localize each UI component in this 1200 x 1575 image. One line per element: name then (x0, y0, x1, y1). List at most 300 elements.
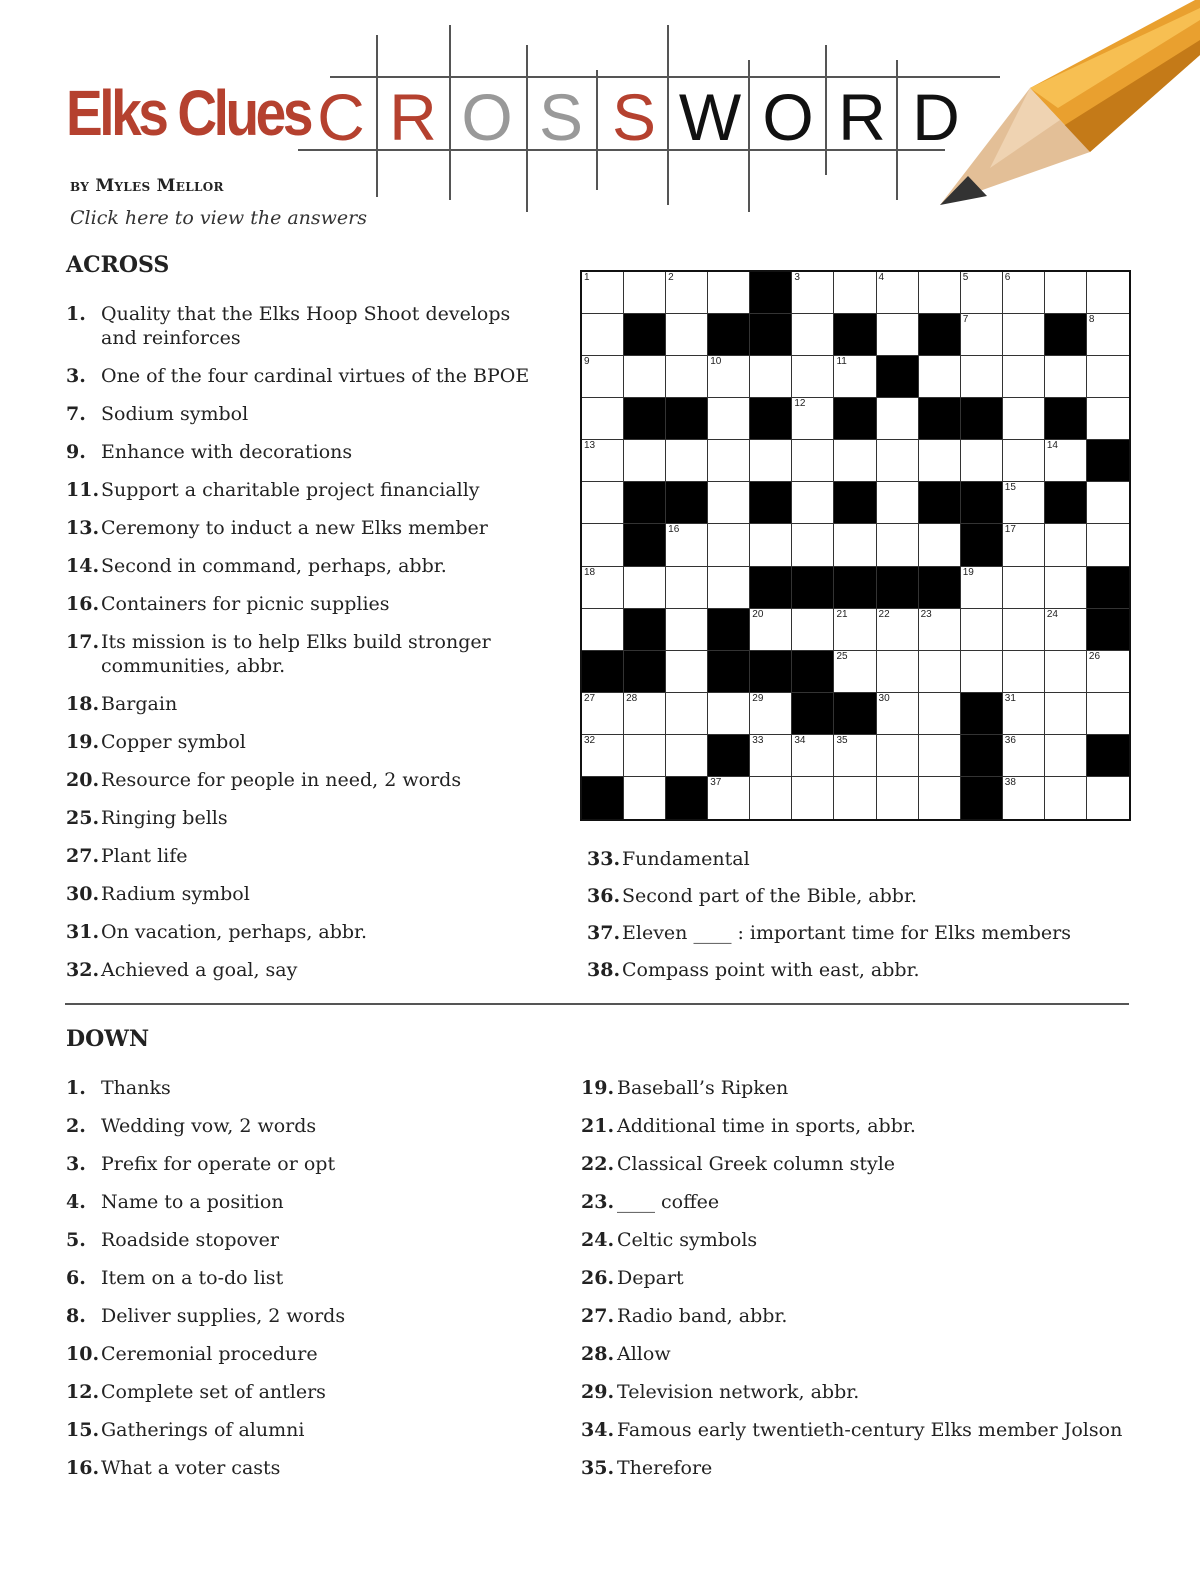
grid-cell[interactable] (1003, 440, 1045, 482)
grid-cell[interactable] (708, 777, 750, 819)
grid-cell[interactable] (666, 567, 708, 609)
grid-cell[interactable] (1003, 482, 1045, 524)
cell-number: 16 (668, 524, 680, 536)
grid-cell[interactable] (834, 609, 876, 651)
crossword-title-letter: O (762, 80, 814, 154)
grid-cell[interactable] (877, 482, 919, 524)
grid-cell[interactable] (961, 567, 1003, 609)
grid-cell[interactable] (919, 609, 961, 651)
grid-block-cell (624, 651, 666, 693)
clue-text: Ringing bells (101, 807, 228, 829)
down-heading: DOWN (66, 1026, 150, 1052)
grid-block-cell (750, 398, 792, 440)
grid-cell[interactable] (961, 440, 1003, 482)
clue-text: Deliver supplies, 2 words (101, 1305, 346, 1327)
grid-block-cell (961, 482, 1003, 524)
grid-cell[interactable] (961, 356, 1003, 398)
cell-number: 14 (1046, 440, 1058, 452)
crossword-title-letter: O (461, 80, 513, 154)
grid-block-cell (961, 777, 1003, 819)
grid-block-cell (877, 567, 919, 609)
cell-number: 17 (1004, 524, 1016, 536)
grid-cell[interactable] (834, 440, 876, 482)
clue-item (66, 1342, 345, 1366)
cell-number: 29 (752, 692, 764, 704)
grid-cell[interactable] (792, 314, 834, 356)
grid-cell[interactable] (708, 440, 750, 482)
clue-text: Additional time in sports, abbr. (617, 1115, 916, 1137)
crossword-grid[interactable] (580, 270, 1131, 821)
grid-cell[interactable] (624, 693, 666, 735)
grid-cell[interactable] (624, 735, 666, 777)
grid-cell[interactable] (750, 777, 792, 819)
clue-item (66, 402, 541, 426)
clue-number: 22. (581, 1153, 615, 1175)
grid-cell[interactable] (1003, 693, 1045, 735)
clue-text: Celtic symbols (617, 1229, 758, 1251)
cell-number: 21 (836, 608, 848, 620)
clue-item (581, 1152, 1122, 1176)
clue-number: 10. (66, 1343, 100, 1365)
grid-cell[interactable] (1045, 356, 1087, 398)
grid-cell[interactable] (708, 693, 750, 735)
grid-block-cell (1045, 482, 1087, 524)
grid-cell[interactable] (1087, 693, 1129, 735)
grid-cell[interactable] (666, 651, 708, 693)
grid-cell[interactable] (877, 440, 919, 482)
cell-number: 34 (794, 734, 806, 746)
grid-block-cell (919, 398, 961, 440)
grid-block-cell (961, 398, 1003, 440)
grid-cell[interactable] (582, 524, 624, 566)
cell-number: 24 (1046, 608, 1058, 620)
grid-cell[interactable] (834, 272, 876, 314)
clue-item (66, 1076, 345, 1100)
grid-cell[interactable] (919, 440, 961, 482)
clue-number: 34. (581, 1419, 615, 1441)
grid-cell[interactable] (1045, 272, 1087, 314)
clue-number: 21. (581, 1115, 615, 1137)
grid-block-cell (624, 609, 666, 651)
grid-cell[interactable] (1087, 777, 1129, 819)
grid-cell[interactable] (919, 272, 961, 314)
clue-item (66, 730, 541, 754)
grid-block-cell (919, 482, 961, 524)
cell-number: 35 (836, 734, 848, 746)
grid-cell[interactable] (834, 651, 876, 693)
cell-number: 38 (1004, 776, 1016, 788)
clue-number: 5. (66, 1229, 86, 1251)
grid-block-cell (750, 482, 792, 524)
grid-block-cell (792, 567, 834, 609)
grid-cell[interactable] (1087, 482, 1129, 524)
clue-text: Roadside stopover (101, 1229, 279, 1251)
clue-number: 9. (66, 441, 86, 463)
grid-cell[interactable] (1003, 609, 1045, 651)
cell-number: 27 (584, 692, 596, 704)
clue-text: Item on a to-do list (101, 1267, 284, 1289)
clue-item (66, 882, 541, 906)
grid-cell[interactable] (877, 524, 919, 566)
clue-item (66, 1456, 345, 1480)
grid-block-cell (1045, 314, 1087, 356)
grid-block-cell (961, 524, 1003, 566)
clue-number: 28. (581, 1343, 615, 1365)
grid-block-cell (1087, 440, 1129, 482)
grid-cell[interactable] (666, 524, 708, 566)
grid-cell[interactable] (1003, 272, 1045, 314)
cell-number: 15 (1004, 482, 1016, 494)
clue-item (66, 768, 541, 792)
grid-cell[interactable] (708, 356, 750, 398)
cell-number: 36 (1004, 734, 1016, 746)
clue-item (66, 1418, 345, 1442)
grid-block-cell (919, 567, 961, 609)
section-divider (65, 1003, 1129, 1005)
byline: by Myles Mellor (70, 176, 224, 196)
grid-cell[interactable] (1003, 398, 1045, 440)
clue-item (66, 364, 541, 388)
grid-cell[interactable] (582, 609, 624, 651)
grid-cell[interactable] (1045, 735, 1087, 777)
cell-number: 6 (1004, 272, 1011, 283)
cell-number: 33 (752, 734, 764, 746)
grid-cell[interactable] (877, 735, 919, 777)
clue-item (66, 1114, 345, 1138)
grid-cell[interactable] (1045, 609, 1087, 651)
cell-number: 28 (626, 692, 638, 704)
clue-text: Therefore (617, 1457, 713, 1479)
cell-number: 32 (584, 734, 596, 746)
clue-text: Plant life (101, 845, 188, 867)
grid-cell[interactable] (582, 693, 624, 735)
clue-number: 13. (66, 517, 100, 539)
clue-item (66, 958, 541, 982)
clue-item (66, 806, 541, 830)
grid-cell[interactable] (708, 272, 750, 314)
clue-number: 4. (66, 1191, 86, 1213)
grid-cell[interactable] (1087, 356, 1129, 398)
grid-cell[interactable] (1045, 440, 1087, 482)
grid-cell[interactable] (834, 524, 876, 566)
clue-item (66, 1266, 345, 1290)
cell-number: 4 (878, 272, 885, 283)
clue-number: 31. (66, 921, 100, 943)
clue-item (66, 844, 541, 868)
grid-cell[interactable] (1087, 398, 1129, 440)
clue-number: 36. (587, 885, 621, 907)
down-clues-list (66, 1076, 345, 1494)
clue-number: 30. (66, 883, 100, 905)
view-answers-link[interactable]: Click here to view the answers (70, 207, 368, 229)
clue-number: 1. (66, 1077, 86, 1099)
clue-number: 19. (581, 1077, 615, 1099)
grid-cell[interactable] (1045, 777, 1087, 819)
clue-number: 16. (66, 593, 100, 615)
grid-cell[interactable] (1045, 524, 1087, 566)
grid-cell[interactable] (582, 272, 624, 314)
grid-cell[interactable] (792, 356, 834, 398)
grid-cell[interactable] (1003, 777, 1045, 819)
clue-text: Sodium symbol (101, 403, 249, 425)
grid-cell[interactable] (792, 272, 834, 314)
clue-number: 18. (66, 693, 100, 715)
grid-cell[interactable] (708, 482, 750, 524)
grid-cell[interactable] (582, 356, 624, 398)
grid-block-cell (708, 735, 750, 777)
clue-text: Bargain (101, 693, 178, 715)
grid-cell[interactable] (877, 272, 919, 314)
clue-number: 16. (66, 1457, 100, 1479)
clue-text: Gatherings of alumni (101, 1419, 305, 1441)
grid-cell[interactable] (750, 693, 792, 735)
grid-cell[interactable] (666, 735, 708, 777)
grid-cell[interactable] (792, 777, 834, 819)
grid-cell[interactable] (877, 398, 919, 440)
clue-item (66, 1152, 345, 1176)
clue-text: Compass point with east, abbr. (622, 959, 920, 981)
grid-cell[interactable] (919, 356, 961, 398)
grid-cell[interactable] (582, 567, 624, 609)
grid-block-cell (624, 398, 666, 440)
clue-number: 32. (66, 959, 100, 981)
grid-cell[interactable] (834, 777, 876, 819)
clue-item (66, 692, 541, 716)
clue-item (581, 1456, 1122, 1480)
grid-block-cell (624, 482, 666, 524)
grid-cell[interactable] (1087, 524, 1129, 566)
grid-cell[interactable] (919, 693, 961, 735)
clue-item (66, 554, 541, 578)
grid-block-cell (708, 651, 750, 693)
clue-item (581, 1342, 1122, 1366)
grid-cell[interactable] (582, 482, 624, 524)
clue-number: 17. (66, 631, 100, 653)
grid-block-cell (582, 777, 624, 819)
grid-block-cell (750, 314, 792, 356)
grid-cell[interactable] (1087, 272, 1129, 314)
clue-text: Television network, abbr. (617, 1381, 860, 1403)
crossword-title-letter: C (317, 80, 365, 154)
clue-number: 3. (66, 1153, 86, 1175)
grid-cell[interactable] (750, 609, 792, 651)
grid-cell[interactable] (624, 356, 666, 398)
clue-number: 8. (66, 1305, 86, 1327)
grid-block-cell (961, 693, 1003, 735)
grid-cell[interactable] (792, 482, 834, 524)
grid-cell[interactable] (1087, 651, 1129, 693)
cell-number: 2 (668, 272, 674, 283)
grid-block-cell (750, 651, 792, 693)
grid-cell[interactable] (666, 272, 708, 314)
clue-text: Achieved a goal, say (101, 959, 298, 981)
clue-item (66, 478, 541, 502)
cell-number: 5 (962, 272, 969, 283)
grid-cell[interactable] (582, 735, 624, 777)
grid-cell[interactable] (919, 651, 961, 693)
clue-number: 27. (581, 1305, 615, 1327)
grid-cell[interactable] (792, 735, 834, 777)
clue-text: Baseball’s Ripken (617, 1077, 789, 1099)
grid-cell[interactable] (624, 777, 666, 819)
grid-cell[interactable] (1045, 693, 1087, 735)
clue-number: 35. (581, 1457, 615, 1479)
grid-cell[interactable] (1045, 651, 1087, 693)
grid-block-cell (666, 777, 708, 819)
clue-item (581, 1380, 1122, 1404)
grid-cell[interactable] (666, 693, 708, 735)
grid-cell[interactable] (792, 524, 834, 566)
clue-number: 33. (587, 848, 621, 870)
clue-text: Ceremonial procedure (101, 1343, 318, 1365)
grid-cell[interactable] (1003, 735, 1045, 777)
grid-block-cell (708, 314, 750, 356)
grid-cell[interactable] (1003, 314, 1045, 356)
grid-cell[interactable] (877, 609, 919, 651)
clue-item (66, 630, 541, 678)
clue-item (581, 1228, 1122, 1252)
cell-number: 22 (878, 608, 890, 620)
grid-cell[interactable] (1003, 651, 1045, 693)
grid-cell[interactable] (750, 356, 792, 398)
grid-cell[interactable] (624, 440, 666, 482)
crossword-title-letter: S (611, 80, 657, 154)
grid-block-cell (834, 398, 876, 440)
grid-block-cell (750, 272, 792, 314)
grid-cell[interactable] (877, 777, 919, 819)
grid-cell[interactable] (877, 651, 919, 693)
grid-block-cell (1087, 609, 1129, 651)
clue-text: What a voter casts (101, 1457, 281, 1479)
clue-text: Radio band, abbr. (617, 1305, 788, 1327)
clue-number: 20. (66, 769, 100, 791)
clue-number: 6. (66, 1267, 86, 1289)
grid-cell[interactable] (792, 398, 834, 440)
cell-number: 9 (584, 356, 590, 368)
grid-cell[interactable] (666, 440, 708, 482)
clue-number: 38. (587, 959, 621, 981)
grid-cell[interactable] (582, 440, 624, 482)
clue-text: One of the four cardinal virtues of the BPOE (101, 365, 530, 387)
clue-number: 25. (66, 807, 100, 829)
clue-text: Second in command, perhaps, abbr. (101, 555, 447, 577)
clue-text: Thanks (101, 1077, 171, 1099)
clue-text: Wedding vow, 2 words (101, 1115, 317, 1137)
clue-text: Copper symbol (101, 731, 246, 753)
grid-cell[interactable] (708, 398, 750, 440)
grid-cell[interactable] (961, 609, 1003, 651)
clue-number: 29. (581, 1381, 615, 1403)
clue-item (581, 1114, 1122, 1138)
cell-number: 11 (836, 356, 847, 368)
clue-number: 24. (581, 1229, 615, 1251)
grid-block-cell (834, 314, 876, 356)
clue-item (66, 920, 541, 944)
grid-cell[interactable] (1003, 356, 1045, 398)
grid-cell[interactable] (750, 524, 792, 566)
grid-cell[interactable] (750, 735, 792, 777)
clue-text: Resource for people in need, 2 words (101, 769, 462, 791)
grid-cell[interactable] (834, 356, 876, 398)
grid-block-cell (961, 735, 1003, 777)
grid-block-cell (834, 693, 876, 735)
across-clues-list (66, 302, 541, 996)
grid-cell[interactable] (1045, 567, 1087, 609)
clue-number: 26. (581, 1267, 615, 1289)
grid-cell[interactable] (666, 314, 708, 356)
clue-item (587, 884, 1142, 908)
crossword-title-letter: D (912, 80, 960, 154)
grid-cell[interactable] (708, 567, 750, 609)
grid-cell[interactable] (1087, 314, 1129, 356)
grid-cell[interactable] (708, 524, 750, 566)
cell-number: 12 (794, 398, 806, 410)
grid-cell[interactable] (961, 314, 1003, 356)
crossword-title-graphic (0, 0, 1200, 240)
grid-cell[interactable] (792, 440, 834, 482)
grid-cell[interactable] (582, 398, 624, 440)
cell-number: 37 (710, 776, 722, 788)
down-clues-list-continued (581, 1076, 1122, 1494)
cell-number: 26 (1088, 650, 1101, 662)
clue-text: Second part of the Bible, abbr. (622, 885, 917, 907)
grid-cell[interactable] (1003, 567, 1045, 609)
cell-number: 25 (836, 650, 848, 662)
grid-cell[interactable] (919, 777, 961, 819)
grid-block-cell (666, 398, 708, 440)
grid-cell[interactable] (961, 272, 1003, 314)
grid-block-cell (624, 524, 666, 566)
clue-number: 1. (66, 303, 86, 325)
grid-cell[interactable] (877, 314, 919, 356)
clue-item (581, 1266, 1122, 1290)
grid-cell[interactable] (961, 651, 1003, 693)
clue-item (66, 592, 541, 616)
cell-number: 31 (1004, 692, 1016, 704)
clue-item (581, 1418, 1122, 1442)
clue-text: Quality that the Elks Hoop Shoot develops and reinforces (101, 303, 511, 349)
grid-cell[interactable] (666, 609, 708, 651)
clue-item (66, 302, 541, 350)
cell-number: 10 (710, 356, 722, 368)
crossword-title-letter: R (838, 80, 886, 154)
clue-text: ____ coffee (617, 1191, 720, 1213)
grid-cell[interactable] (624, 567, 666, 609)
clue-text: Famous early twentieth-century Elks member Jolson (617, 1419, 1123, 1441)
clue-item (66, 1228, 345, 1252)
grid-cell[interactable] (624, 272, 666, 314)
grid-cell[interactable] (919, 524, 961, 566)
grid-cell[interactable] (666, 356, 708, 398)
clue-item (587, 847, 1142, 871)
grid-cell[interactable] (582, 314, 624, 356)
grid-cell[interactable] (919, 735, 961, 777)
grid-cell[interactable] (877, 693, 919, 735)
clue-number: 23. (581, 1191, 615, 1213)
clue-number: 27. (66, 845, 100, 867)
clue-text: Allow (617, 1343, 671, 1365)
grid-cell[interactable] (1003, 524, 1045, 566)
grid-block-cell (1087, 735, 1129, 777)
grid-cell[interactable] (750, 440, 792, 482)
grid-cell[interactable] (792, 609, 834, 651)
grid-cell[interactable] (834, 735, 876, 777)
clue-number: 37. (587, 922, 621, 944)
clue-item (66, 1380, 345, 1404)
grid-block-cell (1045, 398, 1087, 440)
clue-item (581, 1304, 1122, 1328)
cell-number: 19 (962, 566, 974, 578)
